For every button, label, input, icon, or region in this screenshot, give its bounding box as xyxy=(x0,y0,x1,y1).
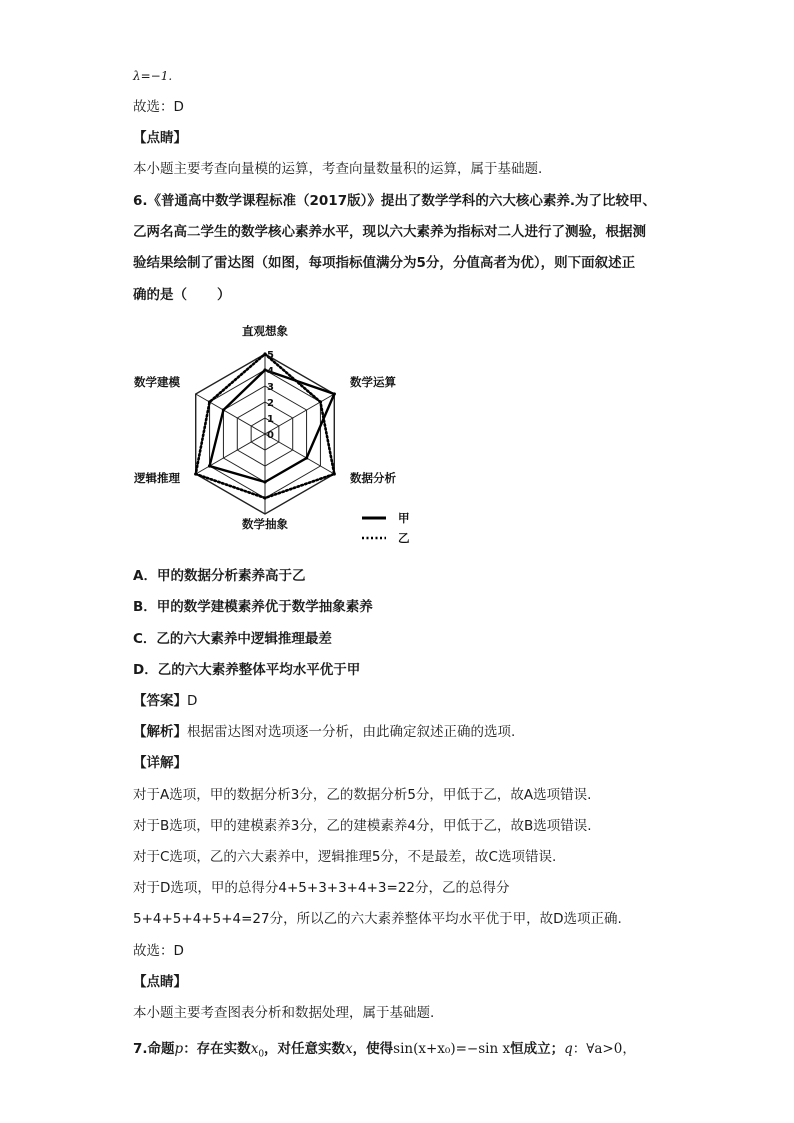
option-b: B．甲的数学建模素养优于数学抽象素养 xyxy=(133,599,373,615)
series-jia-point-3 xyxy=(305,456,308,459)
tick-label-4: 4 xyxy=(267,366,274,377)
analysis-label: 【解析】 xyxy=(133,724,187,740)
dianjing-heading-2: 【点睛】 xyxy=(133,974,187,990)
series-yi-point-3 xyxy=(333,472,336,475)
axis-label-4: 数学抽象 xyxy=(242,517,288,531)
q6-stem-line-1: 6.《普通高中数学课程标准（2017版）》提出了数学学科的六大核心素养.为了比较甲、 xyxy=(133,193,656,209)
option-c: C．乙的六大素养中逻辑推理最差 xyxy=(133,631,332,647)
final-answer: 故选：D xyxy=(133,943,184,959)
dianjing-comment-2: 本小题主要考查图表分析和数据处理，属于基础题. xyxy=(133,1005,435,1021)
tick-label-3: 3 xyxy=(267,382,274,393)
series-jia-point-2 xyxy=(333,392,336,395)
series-jia-point-5 xyxy=(208,464,211,467)
dianjing-heading-1: 【点睛】 xyxy=(133,130,187,146)
q7-p: p xyxy=(174,1041,184,1057)
q7-q: q xyxy=(564,1041,573,1057)
detail-line-2: 对于B选项，甲的建模素养3分，乙的建模素养4分，甲低于乙，故B选项错误. xyxy=(133,818,592,834)
dianjing-comment-1: 本小题主要考查向量模的运算，考查向量数量积的运算，属于基础题. xyxy=(133,161,543,177)
axis-label-6: 数学建模 xyxy=(134,375,180,389)
answer-value: D xyxy=(187,693,198,709)
q6-stem-line-2: 乙两名高二学生的数学核心素养水平，现以六大素养为指标对二人进行了测验，根据测 xyxy=(133,224,646,240)
lambda-equation: λ=−1. xyxy=(133,69,173,83)
q7-text-3: ，使得 xyxy=(352,1041,394,1057)
answer-line xyxy=(133,691,197,711)
q7-x0-sub: 0 xyxy=(258,1049,265,1060)
detail-line-4: 对于D选项，甲的总得分4+5+3+3+4+3=22分，乙的总得分 xyxy=(133,880,510,896)
axis-label-5: 逻辑推理 xyxy=(134,471,180,485)
q7-x: x xyxy=(345,1041,353,1057)
q6-stem-line-4-close: ） xyxy=(217,287,231,303)
radar-legend xyxy=(362,511,410,545)
q7-formula: sin(x+x₀)=−sin x xyxy=(393,1041,511,1057)
legend-label-jia: 甲 xyxy=(398,511,410,525)
series-yi-point-5 xyxy=(194,472,197,475)
q7-text-2: ，对任意实数 xyxy=(264,1041,346,1057)
series-yi-point-4 xyxy=(263,496,266,499)
legend-label-yi: 乙 xyxy=(398,531,410,545)
q7-stem-line-1 xyxy=(133,1039,636,1065)
detail-line-5: 5+4+5+4+5+4=27分，所以乙的六大素养整体平均水平优于甲，故D选项正确. xyxy=(133,911,622,927)
q6-stem-line-4-text: 确的是（ xyxy=(133,287,187,303)
q7-text-5: ：∀a>0， xyxy=(572,1041,636,1057)
previous-answer: 故选：D xyxy=(133,99,184,115)
tick-label-5: 5 xyxy=(267,350,274,361)
q7-prefix: 7.命题 xyxy=(133,1041,175,1057)
q7-x0: x xyxy=(250,1041,259,1057)
option-a: A．甲的数据分析素养高于乙 xyxy=(133,568,306,584)
axis-label-2: 数学运算 xyxy=(350,375,396,389)
axis-label-3: 数据分析 xyxy=(350,471,396,485)
q6-stem-line-4 xyxy=(133,285,231,305)
q7-text-4: 恒成立； xyxy=(510,1041,565,1057)
detail-line-3: 对于C选项，乙的六大素养中，逻辑推理5分，不是最差，故C选项错误. xyxy=(133,849,557,865)
tick-label-1: 1 xyxy=(267,414,274,425)
series-jia-point-4 xyxy=(263,480,266,483)
tick-label-2: 2 xyxy=(267,398,274,409)
analysis-text: 根据雷达图对选项逐一分析，由此确定叙述正确的选项. xyxy=(187,724,516,740)
detail-heading: 【详解】 xyxy=(133,755,187,771)
radar-chart xyxy=(130,320,430,552)
series-yi-point-2 xyxy=(319,400,322,403)
axis-label-1: 直观想象 xyxy=(242,324,288,338)
q6-stem-line-3: 验结果绘制了雷达图（如图，每项指标值满分为5分，分值高者为优），则下面叙述正 xyxy=(133,255,636,271)
answer-label: 【答案】 xyxy=(133,693,187,709)
analysis-line xyxy=(133,722,515,742)
q7-text-1: ：存在实数 xyxy=(183,1041,251,1057)
series-jia-point-6 xyxy=(222,408,225,411)
option-d: D．乙的六大素养整体平均水平优于甲 xyxy=(133,662,361,678)
detail-line-1: 对于A选项，甲的数据分析3分，乙的数据分析5分，甲低于乙，故A选项错误. xyxy=(133,787,592,803)
series-yi-point-6 xyxy=(208,400,211,403)
tick-label-0: 0 xyxy=(267,430,274,441)
